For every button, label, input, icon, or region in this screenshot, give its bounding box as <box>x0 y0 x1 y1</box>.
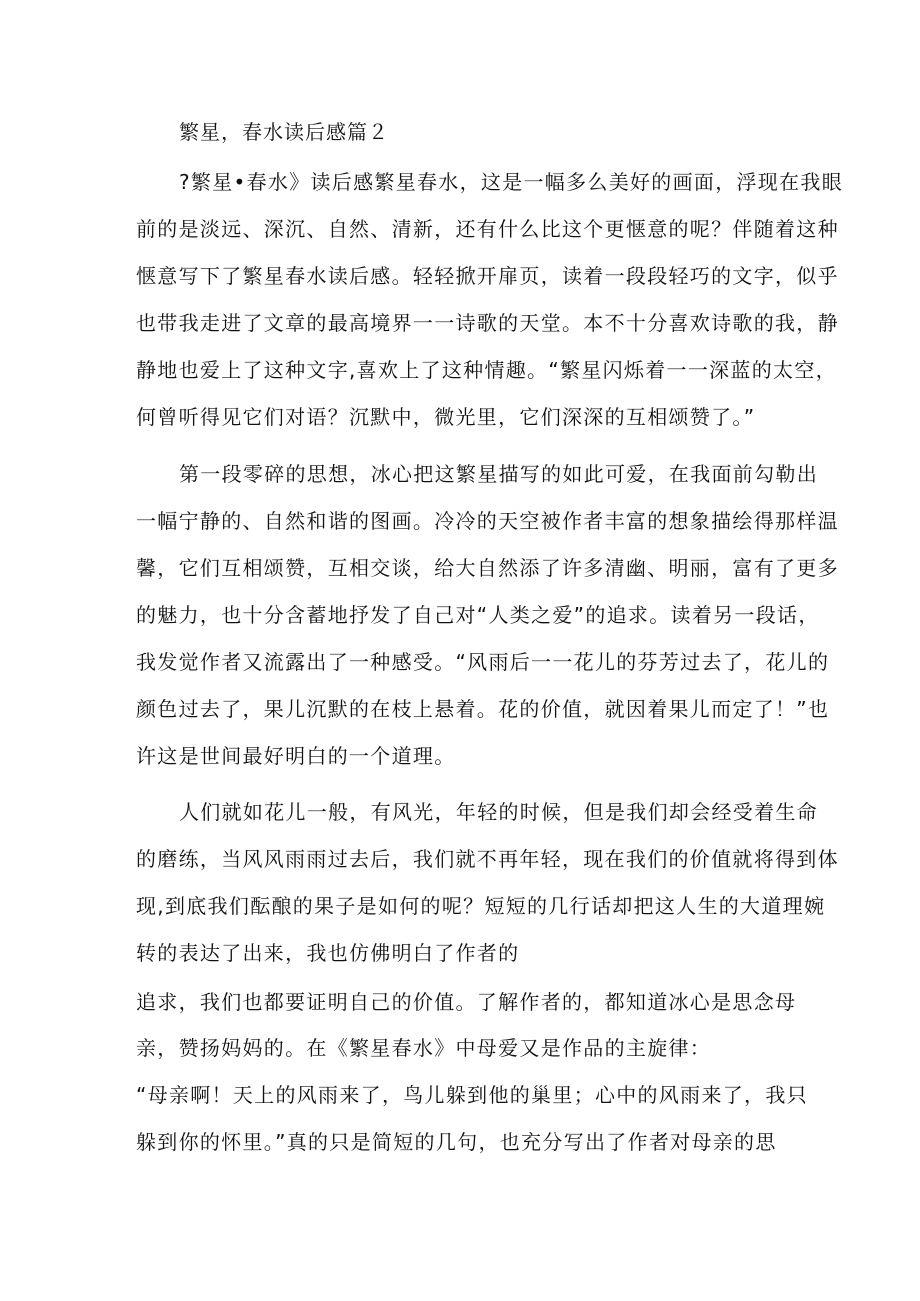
paragraph-line: 馨，它们互相颂赞，互相交谈，给大自然添了许多清幽、明丽，富有了更多 <box>136 556 839 580</box>
paragraph-line: 躲到你的怀里。”真的只是简短的几句，也充分写出了作者对母亲的思 <box>136 1130 777 1154</box>
paragraph-line: 现,到底我们酝酿的果子是如何的呢？短短的几行话却把这人生的大道理婉 <box>136 894 826 918</box>
paragraph-line: 人们就如花儿一般，有风光，年轻的时候，但是我们却会经受着生命 <box>179 800 818 824</box>
paragraph-line: 静地也爱上了这种文字,喜欢上了这种情趣。“繁星闪烁着一一深蓝的太空， <box>136 358 837 382</box>
paragraph-line: 第一段零碎的思想，冰心把这繁星描写的如此可爱，在我面前勾勒出 <box>179 462 818 486</box>
paragraph-line: 我发觉作者又流露出了一种感受。“风雨后一一花儿的芬芳过去了，花儿的 <box>136 650 830 674</box>
document-title: 繁星，春水读后感篇２ <box>179 120 389 144</box>
paragraph-line: 转的表达了出来，我也仿佛明白了作者的 <box>136 941 520 965</box>
paragraph-line: 的魅力，也十分含蓄地抒发了自己对“人类之爱”的追求。读着另一段话， <box>136 603 820 627</box>
paragraph-line: 前的是淡远、深沉、自然、清新，还有什么比这个更惬意的呢？伴随着这种 <box>136 217 839 241</box>
paragraph-line: 也带我走进了文章的最高境界一一诗歌的天堂。本不十分喜欢诗歌的我，静 <box>136 311 839 335</box>
paragraph-line: 一幅宁静的、自然和谐的图画。冷冷的天空被作者丰富的想象描绘得那样温 <box>136 509 839 533</box>
paragraph-line: 追求，我们也都要证明自己的价值。了解作者的，都知道冰心是思念母 <box>136 990 797 1014</box>
paragraph-line: 的磨练，当风风雨雨过去后，我们就不再年轻，现在我们的价值就将得到体 <box>136 847 839 871</box>
paragraph-line: 亲，赞扬妈妈的。在《繁星春水》中母爱又是作品的主旋律： <box>136 1036 712 1060</box>
paragraph-line: 颜色过去了，果儿沉默的在枝上悬着。花的价值，就因着果儿而定了！”也 <box>136 697 830 721</box>
paragraph-line: ?繁星•春水》读后感繁星春水，这是一幅多么美好的画面，浮现在我眼 <box>179 170 844 194</box>
paragraph-line: 许这是世间最好明白的一个道理。 <box>136 744 456 768</box>
paragraph-line: 何曾听得见它们对语？沉默中，微光里，它们深深的互相颂赞了。” <box>136 405 756 429</box>
paragraph-line: “母亲啊！天上的风雨来了，鸟儿躲到他的巢里；心中的风雨来了，我只 <box>136 1083 808 1107</box>
paragraph-line: 惬意写下了繁星春水读后感。轻轻掀开扉页，读着一段段轻巧的文字，似乎 <box>136 264 839 288</box>
